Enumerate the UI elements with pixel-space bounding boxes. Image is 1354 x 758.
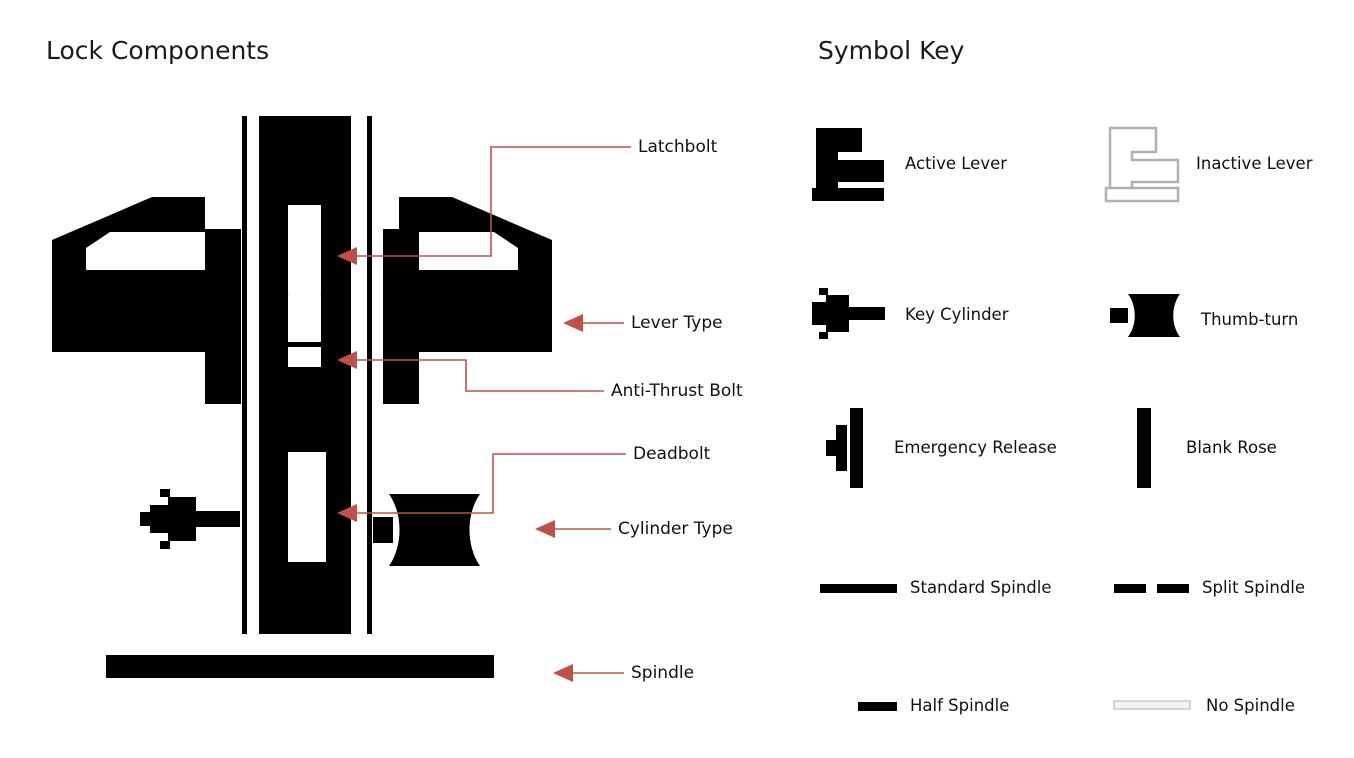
key-glyph-split-spindle bbox=[1114, 584, 1189, 593]
callout-label-lever-type: Lever Type bbox=[631, 313, 723, 333]
callout-leader-latchbolt bbox=[337, 147, 631, 265]
callout-leader-spindle bbox=[553, 664, 624, 682]
page-title-symbol-key: Symbol Key bbox=[818, 36, 965, 65]
key-label-blank-rose: Blank Rose bbox=[1186, 438, 1277, 457]
key-glyph-emergency-release bbox=[826, 408, 863, 488]
key-label-active-lever: Active Lever bbox=[905, 154, 1008, 173]
symbol-active-lever-left bbox=[52, 197, 241, 404]
key-label-inactive-lever: Inactive Lever bbox=[1196, 154, 1313, 173]
callout-leader-lever-type bbox=[563, 314, 624, 332]
key-glyph-half-spindle bbox=[858, 702, 897, 711]
lock-body-faceplate bbox=[259, 116, 351, 634]
key-glyph-active-lever bbox=[812, 128, 884, 201]
key-label-no-spindle: No Spindle bbox=[1206, 696, 1295, 715]
callout-leader-cylinder-type bbox=[535, 520, 611, 538]
key-label-thumb-turn: Thumb-turn bbox=[1201, 310, 1299, 329]
symbol-spindle-bar bbox=[106, 655, 494, 678]
key-label-key-cylinder: Key Cylinder bbox=[905, 305, 1009, 324]
page-title-lock-components: Lock Components bbox=[46, 36, 270, 65]
key-label-emergency-release: Emergency Release bbox=[894, 438, 1057, 457]
key-label-standard-spindle: Standard Spindle bbox=[910, 578, 1052, 597]
symbol-active-lever-right bbox=[383, 197, 552, 404]
key-label-half-spindle: Half Spindle bbox=[910, 696, 1010, 715]
callout-leader-deadbolt bbox=[337, 454, 626, 522]
callout-leader-anti-thrust-bolt bbox=[337, 351, 604, 391]
symbol-thumb-turn-right bbox=[373, 494, 480, 566]
key-glyph-standard-spindle bbox=[820, 584, 897, 593]
callout-label-deadbolt: Deadbolt bbox=[633, 444, 711, 464]
key-glyph-no-spindle bbox=[1114, 701, 1190, 709]
symbol-key-cylinder-left bbox=[140, 489, 240, 549]
callout-label-cylinder-type: Cylinder Type bbox=[618, 519, 733, 539]
key-label-split-spindle: Split Spindle bbox=[1202, 578, 1306, 597]
key-glyph-blank-rose bbox=[1137, 408, 1151, 488]
key-glyph-key-cylinder bbox=[812, 288, 885, 339]
key-glyph-inactive-lever bbox=[1106, 128, 1178, 201]
callout-label-latchbolt: Latchbolt bbox=[638, 137, 718, 157]
faceplate-openings bbox=[288, 205, 326, 562]
callout-label-anti-thrust-bolt: Anti-Thrust Bolt bbox=[611, 381, 743, 401]
door-edge-lines bbox=[242, 116, 372, 634]
key-glyph-thumb-turn bbox=[1110, 294, 1180, 337]
callout-label-spindle: Spindle bbox=[631, 663, 695, 683]
